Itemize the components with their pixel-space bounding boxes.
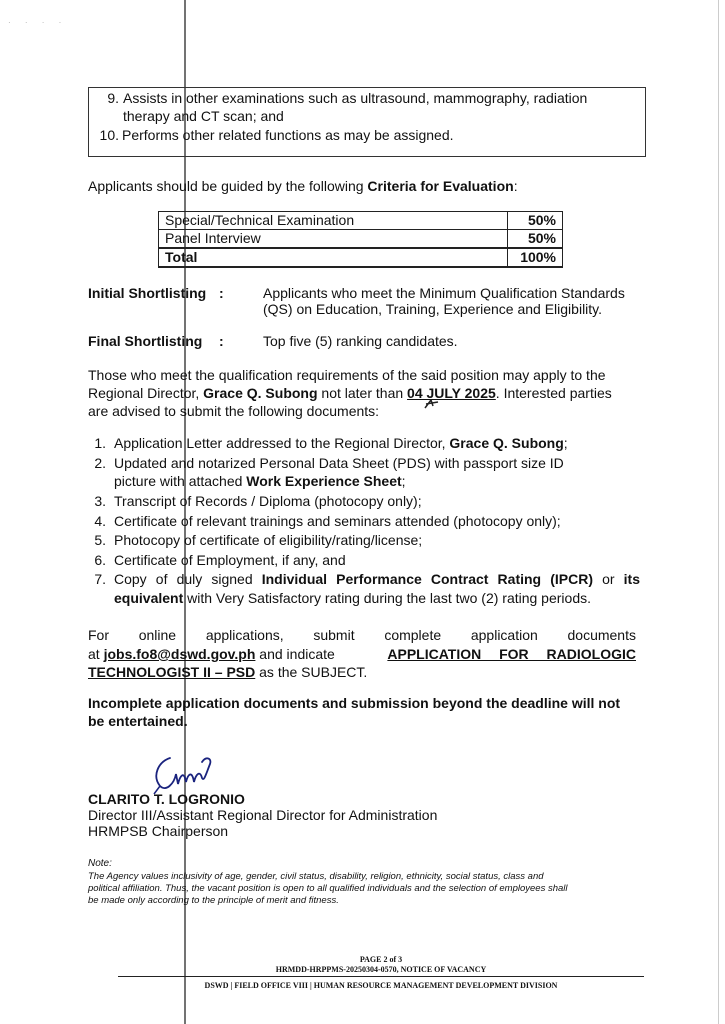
criteria-heading: Criteria for Evaluation (367, 178, 514, 194)
apply-line (88, 384, 612, 402)
office-footer: DSWD | FIELD OFFICE VIII | HUMAN RESOURCE MANAGEMENT DEVELOPMENT DIVISION (204, 981, 558, 990)
list-text: picture with attached Work Experience Sheet; (114, 473, 406, 489)
criteria-intro-text: Applicants should be guided by the following (88, 178, 368, 194)
table-row (159, 212, 563, 230)
list-text: Updated and notarized Personal Data Sheet (PDS) with passport size ID (114, 455, 564, 471)
footer-divider (118, 976, 644, 977)
signatory-title: Director III/Assistant Regional Director for Administration (88, 807, 438, 823)
table-row (159, 230, 563, 249)
duty-text: Assists in other examinations such as ultrasound, mammography, radiation (123, 90, 588, 106)
signatory-role: HRMPSB Chairperson (88, 823, 229, 839)
initial-shortlisting-text: Applicants who meet the Minimum Qualification Standards (263, 285, 625, 301)
apply-text: Regional Director, (88, 385, 204, 401)
list-number: 1. (94, 435, 106, 451)
final-shortlisting-label: Final Shortlisting (88, 333, 203, 349)
list-number: 4. (94, 513, 106, 529)
list-text: Copy of duly signed Individual Performance Contract Rating (IPCR) or its equivalent with Very Satisfactory rating during the last two (2) rating periods. (114, 571, 640, 606)
list-text: Application Letter addressed to the Regional Director, Grace Q. Subong; (114, 435, 568, 451)
list-text: Photocopy of certificate of eligibility/rating/license; (114, 532, 423, 548)
online-line: For online applications, submit complete application documents (88, 627, 636, 643)
list-number: 5. (94, 532, 106, 548)
document-code: HRMDD-HRPPMS-20250304-0570, NOTICE OF VACANCY (275, 965, 487, 974)
duty-number: 10. (99, 127, 119, 143)
online-line: TECHNOLOGIST II – PSD as the SUBJECT. (88, 664, 368, 680)
apply-line: Those who meet the qualification requirements of the said position may apply to the (88, 367, 606, 383)
table-row-total (159, 248, 563, 267)
note-text: The Agency values inclusivity of age, gender, civil status, disability, religion, ethnicity, social status, class and (88, 871, 544, 882)
initial-shortlisting-text: (QS) on Education, Training, Experience and Eligibility. (263, 301, 603, 317)
deadline-date: 04 JULY 2025 (407, 385, 496, 401)
duty-text: Performs other related functions as may be assigned. (122, 127, 454, 143)
duty-number: 9. (107, 90, 119, 106)
criteria-label: Panel Interview (159, 230, 508, 249)
warning-text: be entertained. (88, 713, 188, 729)
list-text: Transcript of Records / Diploma (photocopy only); (114, 493, 422, 509)
online-line: at jobs.fo8@dswd.gov.ph and indicate APPLICATION FOR RADIOLOGIC (88, 646, 636, 662)
criteria-colon: : (513, 178, 518, 194)
scan-page-edge (718, 0, 719, 1024)
list-number: 7. (94, 571, 106, 587)
handwritten-date-mark (424, 398, 440, 410)
director-name: Grace Q. Subong (203, 385, 318, 401)
apply-text: . Interested parties (495, 385, 612, 401)
note-text: be made only according to the principle of merit and fitness. (88, 895, 339, 906)
list-number: 6. (94, 552, 106, 568)
final-shortlisting-colon: : (219, 333, 224, 349)
criteria-value: 50% (508, 230, 563, 249)
final-shortlisting-text: Top five (5) ranking candidates. (263, 333, 458, 349)
criteria-table (158, 211, 563, 268)
apply-text: not later than (317, 385, 408, 401)
duty-text: therapy and CT scan; and (123, 108, 284, 124)
initial-shortlisting-colon: : (219, 285, 224, 301)
initial-shortlisting-label: Initial Shortlisting (88, 285, 207, 301)
criteria-value: 100% (508, 248, 563, 267)
criteria-value: 50% (508, 212, 563, 230)
criteria-label: Total (159, 248, 508, 267)
criteria-intro (88, 177, 518, 195)
criteria-label: Special/Technical Examination (159, 212, 508, 230)
page-number: PAGE 2 of 3 (359, 955, 403, 964)
apply-line: are advised to submit the following documents: (88, 403, 380, 419)
list-number: 2. (94, 455, 106, 471)
list-number: 3. (94, 493, 106, 509)
list-text: Certificate of Employment, if any, and (114, 552, 346, 568)
signatory-name: CLARITO T. LOGRONIO (88, 791, 245, 807)
note-heading: Note: (88, 858, 112, 869)
email-subject: TECHNOLOGIST II – PSD (88, 664, 256, 680)
warning-text: Incomplete application documents and submission beyond the deadline will not (88, 695, 621, 711)
email-link[interactable]: jobs.fo8@dswd.gov.ph (103, 646, 256, 662)
duties-box (88, 87, 646, 157)
scan-specks: · · · · (8, 18, 68, 27)
note-text: political affiliation. Thus, the vacant position is open to all qualified individuals and the selection of employees shall (88, 883, 568, 894)
email-subject: APPLICATION FOR RADIOLOGIC (387, 646, 636, 662)
list-text: Certificate of relevant trainings and seminars attended (photocopy only); (114, 513, 561, 529)
